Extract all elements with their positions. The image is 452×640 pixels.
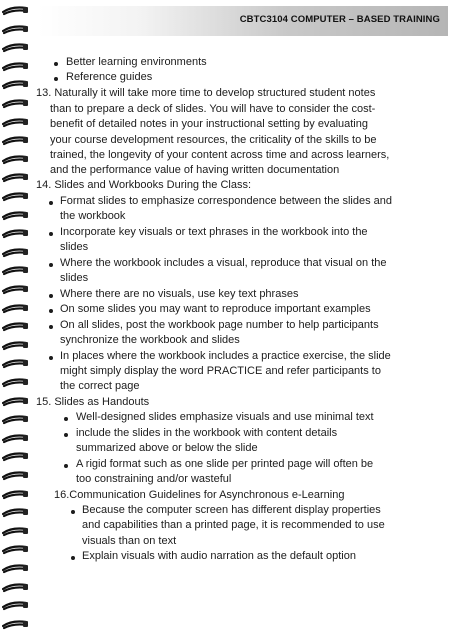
spiral-coil [2,395,30,407]
spiral-coil [2,543,30,555]
bullet-icon [64,464,68,468]
spiral-coil [2,209,30,221]
spiral-coil [2,60,30,72]
spiral-coil [2,413,30,425]
spiral-coil [2,134,30,146]
bullet-item: Where the workbook includes a visual, reproduce that visual on the [60,257,387,269]
numbered-heading: 14. Slides and Workbooks During the Class: [36,179,252,191]
bullet-item: On some slides you may want to reproduce important examples [60,303,371,315]
bullet-item: A rigid format such as one slide per printed page will often be [76,458,374,470]
bullet-icon [71,556,75,560]
spiral-coil [2,302,30,314]
bullet-icon [49,201,53,205]
bullet-icon [49,294,53,298]
numbered-item: 13. Naturally it will take more time to develop structured student notes [36,87,376,99]
bullet-item: Incorporate key visuals or text phrases in the workbook into the [60,226,368,238]
bullet-item: include the slides in the workbook with content details [76,427,338,439]
bullet-icon [71,510,75,514]
bullet-icon [54,62,58,66]
bullet-continuation: and capabilities than a printed page, it is recommended to use [82,519,385,531]
spiral-coil [2,153,30,165]
bullet-item: Better learning environments [66,56,207,68]
bullet-continuation: summarized above or below the slide [76,442,258,454]
spiral-coil [2,618,30,630]
bullet-continuation: slides [60,241,89,253]
spiral-coil [2,283,30,295]
spiral-coil [2,246,30,258]
bullet-item: Where there are no visuals, use key text phrases [60,288,299,300]
spiral-coil [2,525,30,537]
spiral-coil [2,78,30,90]
bullet-icon [49,309,53,313]
bullet-item: Well-designed slides emphasize visuals and use minimal text [76,411,374,423]
spiral-coil [2,4,30,16]
paragraph-line: and the performance value of having written documentation [50,164,340,176]
paragraph-line: trained, the longevity of your content across time and across learners, [50,149,390,161]
spiral-coil [2,97,30,109]
spiral-coil [2,562,30,574]
page-header [38,6,448,36]
bullet-icon [49,263,53,267]
spiral-coil [2,264,30,276]
spiral-coil [2,432,30,444]
bullet-item: On all slides, post the workbook page number to help participants [60,319,379,331]
bullet-continuation: the workbook [60,210,126,222]
spiral-coil [2,116,30,128]
spiral-coil [2,227,30,239]
spiral-coil [2,488,30,500]
bullet-item: Explain visuals with audio narration as the default option [82,550,356,562]
spiral-coil [2,23,30,35]
numbered-heading: 16.Communication Guidelines for Asynchronous e-Learning [54,489,345,501]
paragraph-line: than to prepare a deck of slides. You will have to consider the cost- [50,103,376,115]
bullet-continuation: synchronize the workbook and slides [60,334,240,346]
bullet-icon [49,325,53,329]
numbered-heading: 15. Slides as Handouts [36,396,150,408]
bullet-item: Format slides to emphasize correspondence between the slides and [60,195,393,207]
spiral-coil [2,357,30,369]
bullet-icon [49,232,53,236]
bullet-icon [49,356,53,360]
course-title: CBTC3104 COMPUTER – BASED TRAINING [239,14,440,25]
paragraph-line: benefit of detailed notes in your instructional setting by evaluating [50,118,368,130]
spiral-coil [2,171,30,183]
spiral-coil [2,506,30,518]
spiral-coil [2,376,30,388]
bullet-continuation: might simply display the word PRACTICE and refer participants to [60,365,381,377]
bullet-icon [64,417,68,421]
bullet-continuation: too constraining and/or wasteful [76,473,232,485]
spiral-coil [2,320,30,332]
bullet-icon [64,433,68,437]
bullet-item: In places where the workbook includes a practice exercise, the slide [60,350,391,362]
spiral-coil [2,599,30,611]
bullet-icon [54,77,58,81]
spiral-coil [2,450,30,462]
spiral-coil [2,469,30,481]
paragraph-line: your course development resources, the criticality of the skills to be [50,134,377,146]
spiral-binding [0,0,34,640]
bullet-item: Because the computer screen has different display properties [82,504,381,516]
bullet-item: Reference guides [66,71,153,83]
spiral-coil [2,190,30,202]
bullet-continuation: the correct page [60,380,140,392]
spiral-coil [2,581,30,593]
bullet-continuation: visuals than on text [82,535,177,547]
bullet-continuation: slides [60,272,89,284]
spiral-coil [2,41,30,53]
spiral-coil [2,339,30,351]
